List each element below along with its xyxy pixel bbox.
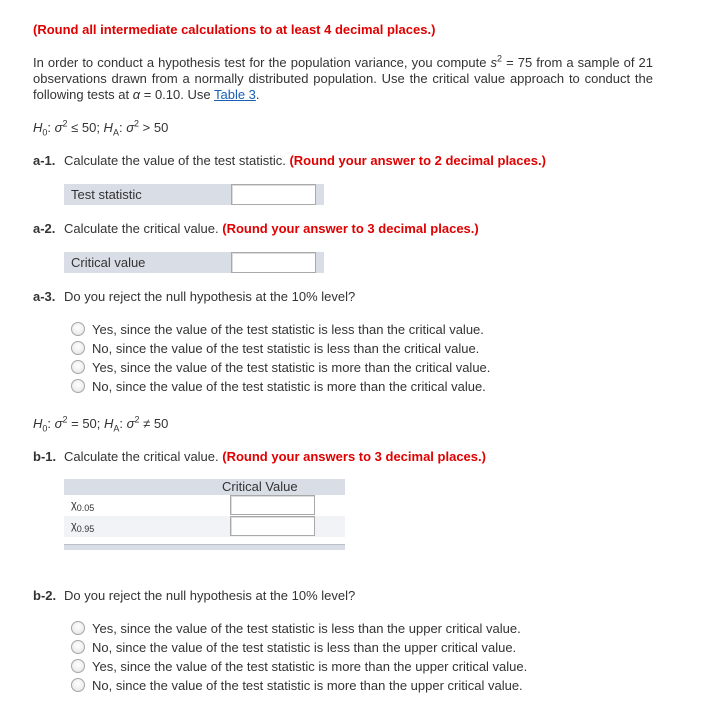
rounding-note: (Round all intermediate calculations to at least 4 decimal places.) [33, 22, 436, 37]
sigma-exponent-ha: 2 [134, 414, 140, 425]
intro-text-2: = 75 from a sample of 21 observations drawn from a normally distributed population. Use the critical value approach to conduct the following tests at [33, 55, 653, 102]
option-label: Yes, since the value of the test statistic is more than the critical value. [92, 360, 491, 375]
question-text: Calculate the value of the test statistic. [64, 153, 286, 168]
table-row [64, 495, 345, 516]
question-text: Calculate the critical value. [64, 449, 219, 464]
option-label: No, since the value of the test statistic is more than the critical value. [92, 379, 486, 394]
chi-0-05-input[interactable] [230, 495, 315, 515]
question-a1 [33, 153, 546, 168]
radio-button-icon[interactable] [71, 659, 85, 673]
intro-text-4: . [255, 87, 260, 102]
intro-text-1: In order to conduct a hypothesis test for the population variance, you compute [33, 55, 491, 70]
table-footer [64, 544, 345, 550]
sigma-symbol-ha: σ [126, 416, 135, 431]
question-number: a-1. [33, 153, 56, 168]
test-statistic-input[interactable] [231, 184, 316, 205]
ha-subscript: A [112, 127, 119, 138]
question-text: Calculate the critical value. [64, 221, 219, 236]
option-label: Yes, since the value of the test statistic is less than the upper critical value. [92, 621, 521, 636]
s-symbol: s [490, 55, 498, 70]
alpha-symbol: α [132, 87, 141, 102]
h0-subscript: 0 [42, 423, 48, 434]
critical-value-column-header: Critical Value [222, 479, 298, 494]
question-text: Do you reject the null hypothesis at the 10% level? [64, 289, 356, 304]
h0-relation: = 50; [67, 416, 104, 431]
option-label: No, since the value of the test statistic is less than the critical value. [92, 341, 480, 356]
chi-subscript: 0.95 [76, 524, 95, 535]
radio-button-icon[interactable] [71, 621, 85, 635]
chi-symbol: χ [71, 499, 77, 511]
ha-relation: > 50 [139, 120, 169, 135]
sigma-symbol-ha: σ [126, 120, 135, 135]
problem-intro [33, 55, 653, 103]
sigma-exponent-ha: 2 [134, 118, 140, 129]
chi-symbol: χ [71, 520, 77, 532]
question-rounding-note: (Round your answers to 3 decimal places.) [222, 449, 486, 464]
question-b2 [33, 588, 355, 603]
h0-symbol: H [33, 120, 43, 135]
option-label: No, since the value of the test statistic is less than the upper critical value. [92, 640, 517, 655]
sigma-symbol: σ [54, 416, 63, 431]
question-text: Do you reject the null hypothesis at the 10% level? [64, 588, 356, 603]
question-a3 [33, 289, 355, 304]
s-exponent: 2 [497, 53, 503, 64]
radio-button-icon[interactable] [71, 360, 85, 374]
table-row [64, 516, 345, 537]
ha-subscript: A [113, 423, 120, 434]
chi-square-label [71, 520, 95, 535]
sigma-symbol: σ [54, 120, 63, 135]
intro-text-3: = 0.10. Use [140, 87, 214, 102]
critical-value-label: Critical value [64, 252, 324, 273]
h0-subscript: 0 [42, 127, 48, 138]
sigma-exponent: 2 [62, 118, 68, 129]
option-label: Yes, since the value of the test statistic is less than the critical value. [92, 322, 484, 337]
radio-button-icon[interactable] [71, 678, 85, 692]
test-statistic-label: Test statistic [64, 184, 324, 205]
chi-0-95-input[interactable] [230, 516, 315, 536]
ha-symbol: H [103, 120, 113, 135]
radio-button-icon[interactable] [71, 322, 85, 336]
radio-button-icon[interactable] [71, 379, 85, 393]
critical-value-table-header [64, 479, 345, 495]
option-label: No, since the value of the test statistic is more than the upper critical value. [92, 678, 523, 693]
table-3-link[interactable]: Table 3 [213, 87, 256, 102]
question-rounding-note: (Round your answer to 2 decimal places.) [289, 153, 546, 168]
critical-value-input[interactable] [231, 252, 316, 273]
question-b1 [33, 449, 486, 464]
hypothesis-2: $H_0$: $\sigma^2 = 50$; $H_A$: $\sigma^2 \ne 50$ [33, 414, 169, 434]
question-number: a-2. [33, 221, 56, 236]
radio-button-icon[interactable] [71, 341, 85, 355]
question-number: b-2. [33, 588, 57, 603]
chi-subscript: 0.05 [76, 503, 95, 514]
option-label: Yes, since the value of the test statistic is more than the upper critical value. [92, 659, 528, 674]
radio-button-icon[interactable] [71, 640, 85, 654]
sigma-exponent: 2 [62, 414, 68, 425]
h0-symbol: H [33, 416, 43, 431]
question-number: a-3. [33, 289, 56, 304]
chi-square-label [71, 499, 95, 514]
question-a2 [33, 221, 479, 236]
ha-relation: ≠ 50 [139, 416, 169, 431]
h0-relation: ≤ 50; [67, 120, 104, 135]
ha-symbol: H [104, 416, 114, 431]
question-number: b-1. [33, 449, 57, 464]
hypothesis-1: $H_0$: $\sigma^2 \le 50$; $H_A$: $\sigma^2 > 50$ [33, 118, 169, 138]
question-rounding-note: (Round your answer to 3 decimal places.) [222, 221, 479, 236]
